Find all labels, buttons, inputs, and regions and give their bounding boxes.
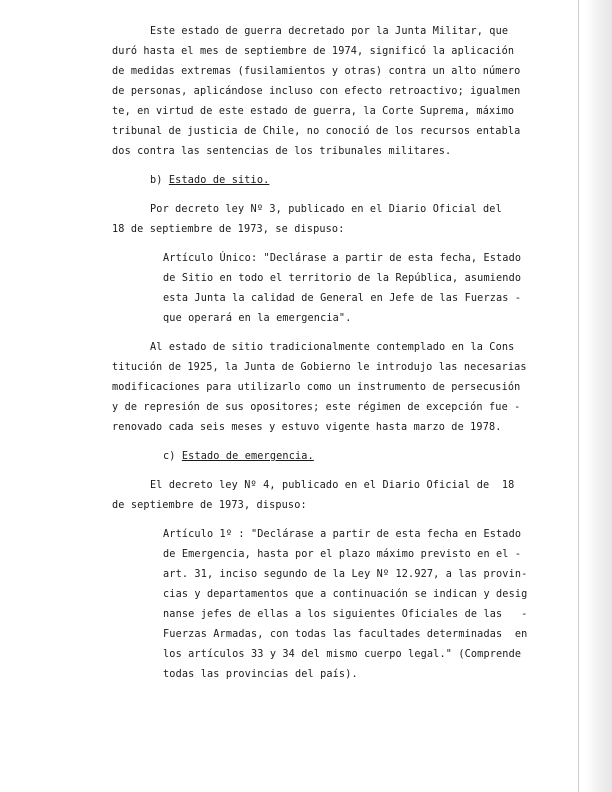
text-line: de Emergencia, hasta por el plazo máximo previsto en el - (163, 549, 522, 560)
text-line: Artículo 1º : "Declárase a partir de esta fecha en Estado (163, 529, 522, 540)
text-line: te, en virtud de este estado de guerra, la Corte Suprema, máximo (112, 106, 515, 117)
text-line: 18 de septiembre de 1973, se dispuso: (112, 224, 345, 235)
text-line: de septiembre de 1973, dispuso: (112, 500, 307, 511)
text-line: Al estado de sitio tradicionalmente contemplado en la Cons (150, 342, 515, 353)
text-line: de Sitio en todo el territorio de la República, asumiendo (163, 273, 522, 284)
section-heading-c (163, 451, 314, 463)
text-line: esta Junta la calidad de General en Jefe de las Fuerzas - (163, 293, 522, 304)
text-line: nanse jefes de ellas a los siguientes Oficiales de las - (163, 609, 528, 620)
text-line: duró hasta el mes de septiembre de 1974, significó la aplicación (112, 46, 515, 57)
text-line: El decreto ley Nº 4, publicado en el Diario Oficial de 18 (150, 480, 515, 491)
heading-title: Estado de emergencia. (181, 451, 314, 462)
text-line: cias y departamentos que a continuación se indican y desig (163, 589, 528, 600)
section-heading-b (150, 175, 269, 187)
text-line: que operará en la emergencia". (163, 313, 352, 324)
page-edge-shadow (578, 0, 579, 792)
heading-title: Estado de sitio. (168, 175, 270, 186)
text-line: Fuerzas Armadas, con todas las facultades determinadas en (163, 629, 528, 640)
text-line: de medidas extremas (fusilamientos y otras) contra un alto número (112, 66, 521, 77)
text-line: tribunal de justicia de Chile, no conoció de los recursos entabla (112, 126, 521, 137)
heading-letter: c) (163, 451, 176, 462)
text-line: modificaciones para utilizarlo como un instrumento de persecusión (112, 382, 521, 393)
page-edge (586, 0, 612, 792)
text-line: renovado cada seis meses y estuvo vigente hasta marzo de 1978. (112, 422, 502, 433)
text-line: de personas, aplicándose incluso con efecto retroactivo; igualmen (112, 86, 521, 97)
heading-letter: b) (150, 175, 163, 186)
text-line: Este estado de guerra decretado por la Junta Militar, que (150, 26, 509, 37)
text-line: Artículo Único: "Declárase a partir de esta fecha, Estado (163, 253, 522, 264)
text-line: Por decreto ley Nº 3, publicado en el Diario Oficial del (150, 204, 502, 215)
text-line: titución de 1925, la Junta de Gobierno le introdujo las necesarias (112, 362, 527, 373)
text-line: y de represión de sus opositores; este régimen de excepción fue - (112, 402, 521, 413)
text-line: art. 31, inciso segundo de la Ley Nº 12.927, a las provin- (163, 569, 528, 580)
text-line: dos contra las sentencias de los tribunales militares. (112, 146, 452, 157)
text-line: todas las provincias del país). (163, 669, 358, 680)
text-line: los artículos 33 y 34 del mismo cuerpo legal." (Comprende (163, 649, 522, 660)
